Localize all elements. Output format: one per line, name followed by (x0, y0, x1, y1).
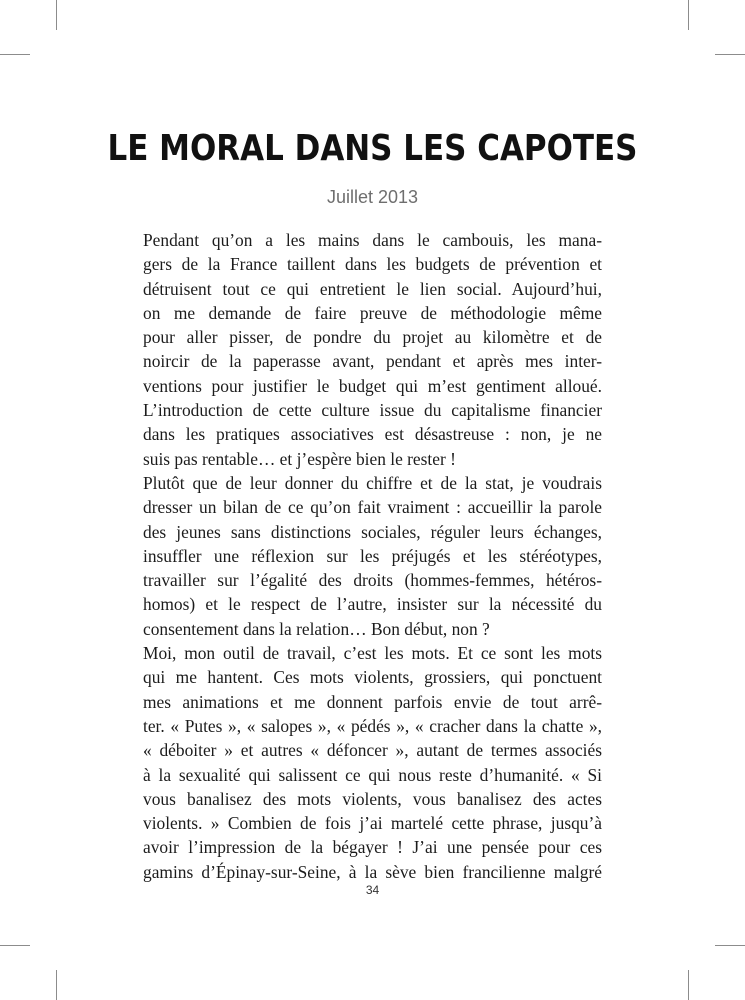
text-line: détruisent tout ce qui entretient le lien social. Aujourd’hui, (143, 278, 602, 299)
text-line: à la sexualité qui salissent ce qui nous reste d’humanité. « Si (143, 764, 602, 785)
text-line: L’introduction de cette culture issue du capitalisme financier (143, 400, 602, 421)
crop-mark-top-right-vertical (688, 0, 689, 30)
text-line: qui me hantent. Ces mots violents, grossiers, qui ponctuent (143, 667, 602, 688)
text-line: mes animations et me donnent parfois envie de tout arrê- (143, 691, 602, 712)
page-number: 34 (365, 883, 380, 897)
crop-mark-top-left-vertical (56, 0, 57, 30)
text-line: ter. « Putes », « salopes », « pédés », « cracher dans la chatte », (143, 715, 602, 736)
chapter-title: LE MORAL DANS LES CAPOTES (107, 128, 638, 169)
crop-mark-top-left-horizontal (0, 54, 30, 55)
chapter-date: Juillet 2013 (326, 187, 419, 207)
text-line: gamins d’Épinay-sur-Seine, à la sève bien francilienne malgré (143, 861, 602, 882)
text-line: dans les pratiques associatives est désastreuse : non, je ne (143, 424, 602, 445)
text-line: violents. » Combien de fois j’ai martelé cette phrase, jusqu’à (143, 813, 602, 834)
body-text (143, 228, 602, 884)
text-line: avoir l’impression de la bégayer ! J’ai une pensée pour ces (143, 837, 602, 858)
text-line: suis pas rentable… et j’espère bien le rester ! (143, 448, 456, 469)
crop-mark-bottom-left-vertical (56, 970, 57, 1000)
text-line: insuffler une réflexion sur les préjugés et les stéréotypes, (143, 545, 602, 566)
crop-mark-bottom-right-vertical (688, 970, 689, 1000)
text-line: « déboiter » et autres « défoncer », autant de termes associés (143, 740, 602, 761)
text-line: on me demande de faire preuve de méthodologie même (143, 302, 602, 323)
crop-mark-top-right-horizontal (715, 54, 745, 55)
text-line: homos) et le respect de l’autre, insister sur la nécessité du (143, 594, 602, 615)
text-line: consentement dans la relation… Bon début, non ? (143, 618, 490, 639)
crop-mark-bottom-left-horizontal (0, 945, 30, 946)
text-line: noircir de la paperasse avant, pendant et après mes inter- (143, 351, 602, 372)
text-line: travailler sur l’égalité des droits (hommes-femmes, hétéros- (143, 570, 602, 591)
text-line: vous banalisez des mots violents, vous banalisez des actes (143, 788, 602, 809)
crop-mark-bottom-right-horizontal (715, 945, 745, 946)
text-line: dresser un bilan de ce qu’on fait vraiment : accueillir la parole (143, 497, 602, 518)
text-line: Pendant qu’on a les mains dans le cambouis, les mana- (143, 230, 602, 250)
text-line: ventions pour justifier le budget qui m’est gentiment alloué. (143, 375, 602, 396)
text-line: Moi, mon outil de travail, c’est les mots. Et ce sont les mots (143, 643, 602, 664)
text-line: pour aller pisser, de pondre du projet au kilomètre et de (143, 327, 602, 348)
text-line: gers de la France taillent dans les budgets de prévention et (143, 254, 602, 275)
text-line: Plutôt que de leur donner du chiffre et de la stat, je voudrais (143, 472, 602, 493)
text-line: des jeunes sans distinctions sociales, réguler leurs échanges, (143, 521, 602, 542)
